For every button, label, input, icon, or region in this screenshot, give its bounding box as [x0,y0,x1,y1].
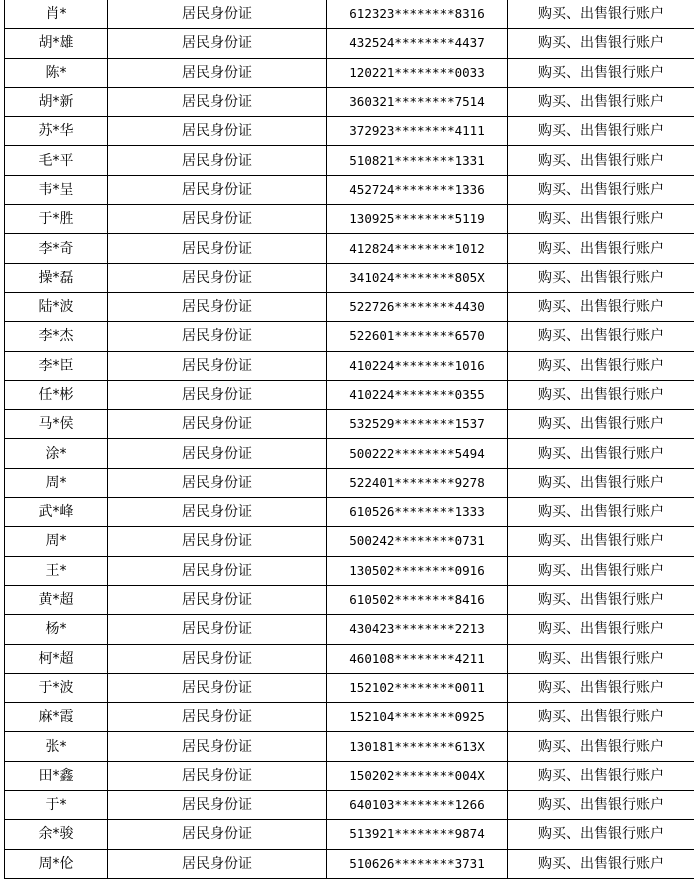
person-name-cell: 苏*华 [5,117,108,146]
violation-reason-cell: 购买、出售银行账户 [508,322,694,351]
person-name-cell: 黄*超 [5,585,108,614]
id-type-cell: 居民身份证 [108,761,327,790]
person-name-cell: 余*骏 [5,820,108,849]
violation-reason-cell: 购买、出售银行账户 [508,468,694,497]
id-number-cell: 120221********0033 [327,58,508,87]
table-row [5,644,694,673]
violation-reason-cell: 购买、出售银行账户 [508,673,694,702]
violation-reason-cell: 购买、出售银行账户 [508,703,694,732]
id-type-cell: 居民身份证 [108,263,327,292]
id-type-cell: 居民身份证 [108,29,327,58]
id-type-cell: 居民身份证 [108,527,327,556]
id-number-cell: 500222********5494 [327,439,508,468]
id-type-cell: 居民身份证 [108,703,327,732]
person-name-cell: 麻*霞 [5,703,108,732]
id-type-cell: 居民身份证 [108,439,327,468]
table-row [5,234,694,263]
table-row [5,615,694,644]
id-type-cell: 居民身份证 [108,117,327,146]
violation-reason-cell: 购买、出售银行账户 [508,58,694,87]
records-table-container [4,0,692,879]
id-number-cell: 130502********0916 [327,556,508,585]
table-row [5,410,694,439]
person-name-cell: 任*彬 [5,380,108,409]
id-type-cell: 居民身份证 [108,234,327,263]
id-number-cell: 130925********5119 [327,205,508,234]
person-name-cell: 周*伦 [5,849,108,878]
violation-reason-cell: 购买、出售银行账户 [508,820,694,849]
violation-reason-cell: 购买、出售银行账户 [508,117,694,146]
person-name-cell: 韦*呈 [5,175,108,204]
table-row [5,29,694,58]
id-number-cell: 341024********805X [327,263,508,292]
person-name-cell: 于*波 [5,673,108,702]
violation-reason-cell: 购买、出售银行账户 [508,87,694,116]
id-number-cell: 532529********1537 [327,410,508,439]
table-row [5,673,694,702]
violation-reason-cell: 购买、出售银行账户 [508,0,694,29]
violation-reason-cell: 购买、出售银行账户 [508,732,694,761]
person-name-cell: 胡*新 [5,87,108,116]
table-row [5,351,694,380]
id-number-cell: 410224********0355 [327,380,508,409]
id-type-cell: 居民身份证 [108,380,327,409]
table-row [5,205,694,234]
id-number-cell: 432524********4437 [327,29,508,58]
table-row [5,322,694,351]
person-name-cell: 李*奇 [5,234,108,263]
id-type-cell: 居民身份证 [108,791,327,820]
violation-reason-cell: 购买、出售银行账户 [508,585,694,614]
id-type-cell: 居民身份证 [108,585,327,614]
violation-reason-cell: 购买、出售银行账户 [508,205,694,234]
table-row [5,761,694,790]
id-type-cell: 居民身份证 [108,410,327,439]
person-name-cell: 田*鑫 [5,761,108,790]
violation-reason-cell: 购买、出售银行账户 [508,146,694,175]
id-type-cell: 居民身份证 [108,820,327,849]
violation-reason-cell: 购买、出售银行账户 [508,234,694,263]
person-name-cell: 周* [5,527,108,556]
table-row [5,0,694,29]
id-number-cell: 430423********2213 [327,615,508,644]
id-number-cell: 410224********1016 [327,351,508,380]
person-name-cell: 胡*雄 [5,29,108,58]
person-name-cell: 操*磊 [5,263,108,292]
id-type-cell: 居民身份证 [108,732,327,761]
id-type-cell: 居民身份证 [108,615,327,644]
violation-reason-cell: 购买、出售银行账户 [508,498,694,527]
table-row [5,820,694,849]
person-name-cell: 柯*超 [5,644,108,673]
id-type-cell: 居民身份证 [108,644,327,673]
violation-reason-cell: 购买、出售银行账户 [508,761,694,790]
id-number-cell: 360321********7514 [327,87,508,116]
table-row [5,498,694,527]
id-number-cell: 152104********0925 [327,703,508,732]
id-type-cell: 居民身份证 [108,673,327,702]
id-type-cell: 居民身份证 [108,849,327,878]
table-row [5,468,694,497]
violation-reason-cell: 购买、出售银行账户 [508,439,694,468]
table-row [5,87,694,116]
id-number-cell: 412824********1012 [327,234,508,263]
table-row [5,175,694,204]
violation-reason-cell: 购买、出售银行账户 [508,380,694,409]
violation-reason-cell: 购买、出售银行账户 [508,644,694,673]
id-number-cell: 522601********6570 [327,322,508,351]
id-number-cell: 130181********613X [327,732,508,761]
violation-reason-cell: 购买、出售银行账户 [508,410,694,439]
id-number-cell: 640103********1266 [327,791,508,820]
id-number-cell: 460108********4211 [327,644,508,673]
violation-reason-cell: 购买、出售银行账户 [508,849,694,878]
id-number-cell: 372923********4111 [327,117,508,146]
id-type-cell: 居民身份证 [108,205,327,234]
violation-reason-cell: 购买、出售银行账户 [508,615,694,644]
id-type-cell: 居民身份证 [108,58,327,87]
violation-reason-cell: 购买、出售银行账户 [508,556,694,585]
id-type-cell: 居民身份证 [108,0,327,29]
person-name-cell: 马*侯 [5,410,108,439]
violation-reason-cell: 购买、出售银行账户 [508,351,694,380]
table-row [5,380,694,409]
table-row [5,849,694,878]
records-table [4,0,694,879]
table-row [5,703,694,732]
id-number-cell: 452724********1336 [327,175,508,204]
id-number-cell: 510821********1331 [327,146,508,175]
table-row [5,117,694,146]
person-name-cell: 周* [5,468,108,497]
id-type-cell: 居民身份证 [108,498,327,527]
table-row [5,527,694,556]
records-table-body [5,0,694,878]
person-name-cell: 陈* [5,58,108,87]
id-number-cell: 610526********1333 [327,498,508,527]
id-number-cell: 522726********4430 [327,292,508,321]
violation-reason-cell: 购买、出售银行账户 [508,263,694,292]
person-name-cell: 王* [5,556,108,585]
table-row [5,292,694,321]
table-row [5,263,694,292]
table-row [5,585,694,614]
violation-reason-cell: 购买、出售银行账户 [508,175,694,204]
id-number-cell: 522401********9278 [327,468,508,497]
id-type-cell: 居民身份证 [108,292,327,321]
person-name-cell: 杨* [5,615,108,644]
person-name-cell: 毛*平 [5,146,108,175]
violation-reason-cell: 购买、出售银行账户 [508,791,694,820]
id-number-cell: 513921********9874 [327,820,508,849]
violation-reason-cell: 购买、出售银行账户 [508,527,694,556]
person-name-cell: 李*臣 [5,351,108,380]
person-name-cell: 武*峰 [5,498,108,527]
person-name-cell: 张* [5,732,108,761]
id-type-cell: 居民身份证 [108,175,327,204]
id-number-cell: 500242********0731 [327,527,508,556]
table-row [5,58,694,87]
person-name-cell: 涂* [5,439,108,468]
table-row [5,791,694,820]
person-name-cell: 于*胜 [5,205,108,234]
id-number-cell: 610502********8416 [327,585,508,614]
id-type-cell: 居民身份证 [108,146,327,175]
violation-reason-cell: 购买、出售银行账户 [508,29,694,58]
person-name-cell: 肖* [5,0,108,29]
id-type-cell: 居民身份证 [108,468,327,497]
table-row [5,146,694,175]
person-name-cell: 李*杰 [5,322,108,351]
id-type-cell: 居民身份证 [108,322,327,351]
table-row [5,732,694,761]
id-type-cell: 居民身份证 [108,87,327,116]
id-type-cell: 居民身份证 [108,351,327,380]
id-number-cell: 150202********004X [327,761,508,790]
id-number-cell: 612323********8316 [327,0,508,29]
table-row [5,556,694,585]
table-row [5,439,694,468]
person-name-cell: 陆*波 [5,292,108,321]
id-number-cell: 152102********0011 [327,673,508,702]
violation-reason-cell: 购买、出售银行账户 [508,292,694,321]
id-type-cell: 居民身份证 [108,556,327,585]
id-number-cell: 510626********3731 [327,849,508,878]
person-name-cell: 于* [5,791,108,820]
